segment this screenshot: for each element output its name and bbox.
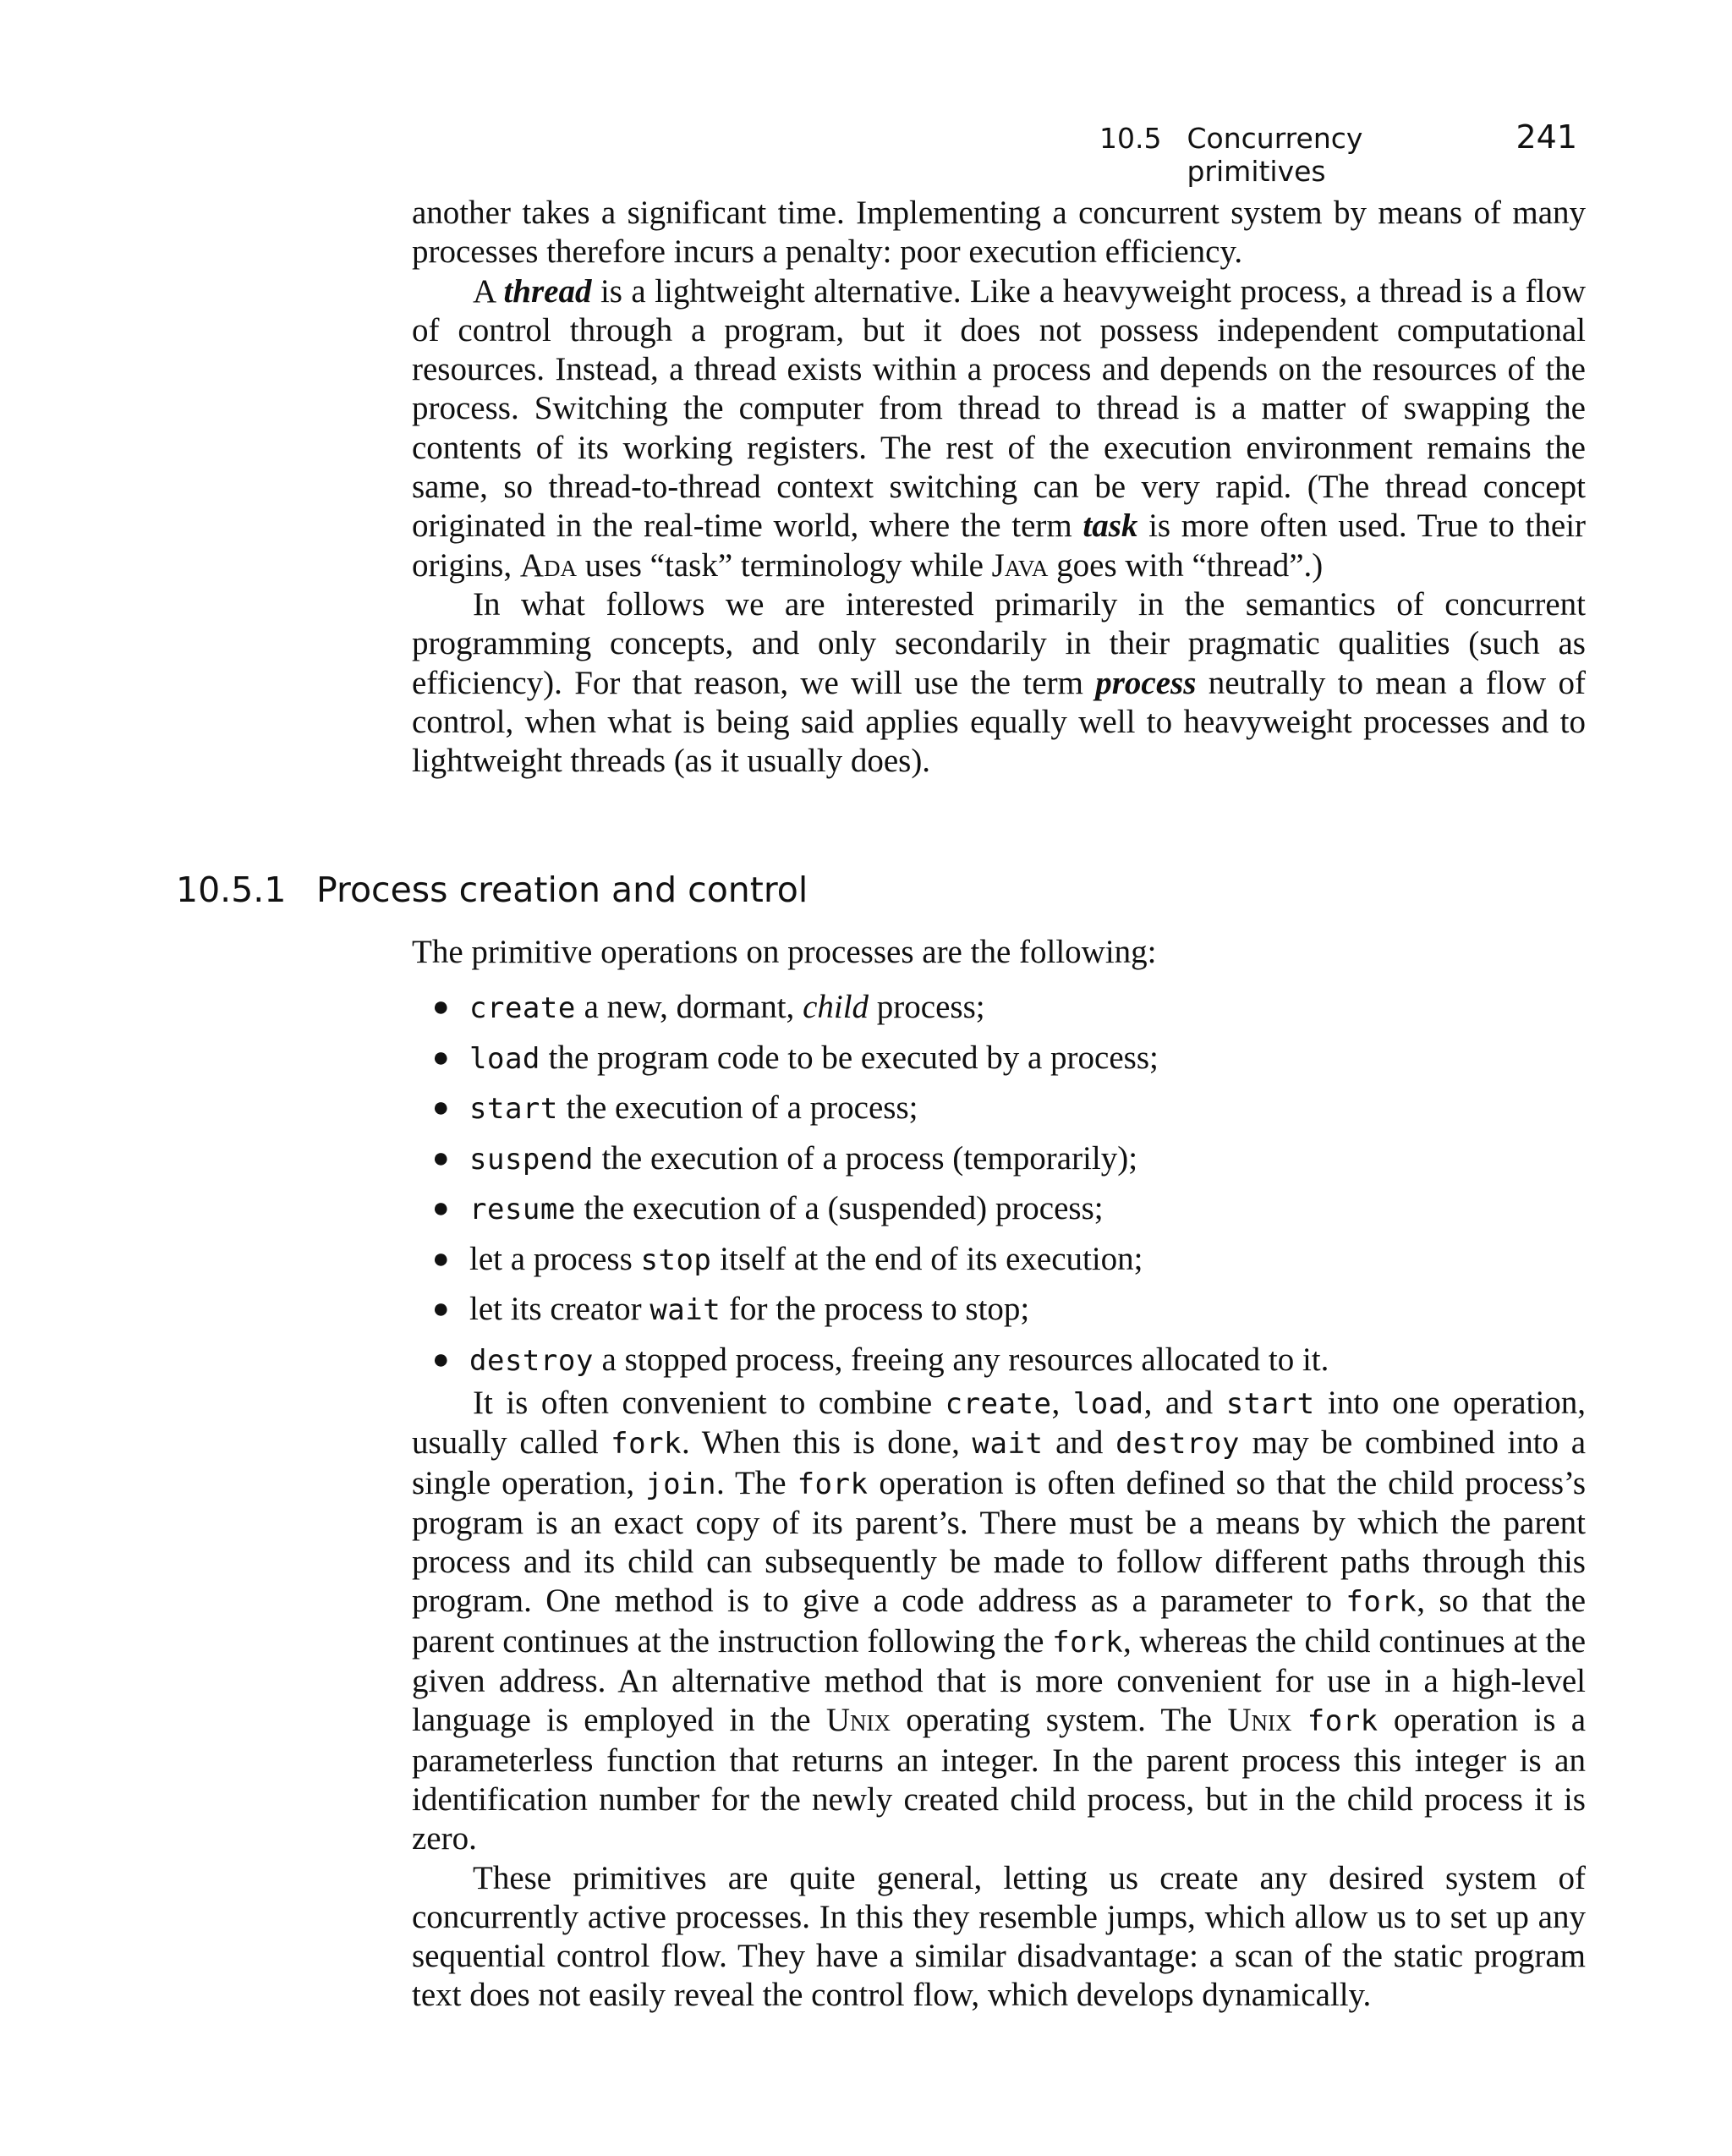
primitives-lead: The primitive operations on processes are the following: [412,934,1157,970]
unix-name: Unix [1227,1702,1292,1739]
subsection-number: 10.5.1 [176,870,287,910]
code-term: suspend [469,1142,594,1177]
term-task: task [1082,507,1138,545]
code-term: load [469,1041,540,1076]
ada-name: Ada [519,546,578,584]
list-item: ● let its creator wait for the process to stop; [469,1285,1586,1336]
paragraph-continuation: another takes a significant time. Implementing a concurrent system by means of many processes therefore incurs a penalty: poor execution efficiency. [412,195,1586,271]
bullet-icon: ● [432,1293,450,1325]
code-term: create [469,991,576,1026]
running-head-section: 10.5 [1099,122,1162,155]
running-head [1099,118,1577,188]
fork-discussion [412,1384,1586,2016]
list-item: ● resume the execution of a (suspended) process; [469,1184,1586,1235]
paragraph-process-term: In what follows we are interested primarily in the semantics of concurrent programming concepts, and only secondarily in their pragmatic qualities (such as efficiency). For that reason, we will use the term process neutrally to mean a flow of control, when what is being said applies equally well to heavyweight processes and to lightweight threads (as it usually does). [412,585,1587,780]
bullet-icon: ● [432,1142,450,1174]
primitives-list [412,983,1586,1385]
code-term: start [469,1092,558,1127]
bullet-icon: ● [432,1092,450,1124]
primitives-section [412,933,1586,1385]
page-number: 241 [1516,118,1577,156]
code-term: destroy [469,1343,594,1378]
list-item: ● start the execution of a process; [469,1083,1586,1134]
subsection-title: Process creation and control [316,870,808,910]
list-item: ● load the program code to be executed by a process; [469,1034,1586,1084]
bullet-icon: ● [432,1243,450,1275]
term-thread: thread [503,272,592,310]
bullet-icon: ● [432,1041,450,1073]
paragraph-fork: It is often convenient to combine create, load, and start into one operation, usually called fork. When this is done, wait and destroy may be combined into a single operation, join. The fork operation is often defined so that the child process’s program is an exact copy of its parent’s. There must be a means by which the parent process and its child can subsequently be made to follow different paths through this program. One method is to give a code address as a parameter to fork, so that the parent continues at the instruction following the fork, whereas the child continues at the given address. An alternative method that is more convenient for use in a high-level language is employed in the Unix operating system. The Unix fork operation is a parameterless function that returns an integer. In the parent process this integer is an identification number for the newly created child process, but in the child process it is zero. [412,1385,1587,1857]
paragraph-primitives-general: These primitives are quite general, letting us create any desired system of concurrently active processes. In this they resemble jumps, which allow us to set up any sequential control flow. They have a similar disadvantage: a scan of the static program text does not easily reveal the control flow, which develops dynamically. [412,1859,1586,2014]
code-term: resume [469,1193,576,1227]
intro-text [412,194,1586,781]
italic-child: child [803,989,869,1026]
java-name: Java [991,546,1049,584]
unix-name: Unix [825,1702,891,1739]
list-item: ● destroy a stopped process, freeing any resources allocated to it. [469,1336,1586,1386]
term-process: process [1095,664,1197,701]
bullet-icon: ● [432,991,450,1023]
list-item: ● suspend the execution of a process (temporarily); [469,1134,1586,1185]
running-head-title: Concurrency primitives [1187,122,1363,188]
code-term: wait [650,1293,721,1328]
list-item: ● create a new, dormant, child process; [469,983,1586,1034]
paragraph-thread: A thread is a lightweight alternative. Like a heavyweight process, a thread is a flow of control through a program, but it does not possess independent computational resources. Instead, a thread exists within a process and depends on the resources of the process. Switching the computer from thread to thread is a matter of swapping the contents of its working registers. The rest of the execution environment remains the same, so thread-to-thread context switching can be very rapid. (The thread concept originated in the real-time world, where the term task is more often used. True to their origins, Ada uses “task” terminology while Java goes with “thread”.) [412,272,1587,584]
bullet-icon: ● [432,1193,450,1225]
code-term: stop [640,1243,712,1277]
list-item: ● let a process stop itself at the end of its execution; [469,1235,1586,1286]
bullet-icon: ● [432,1343,450,1375]
